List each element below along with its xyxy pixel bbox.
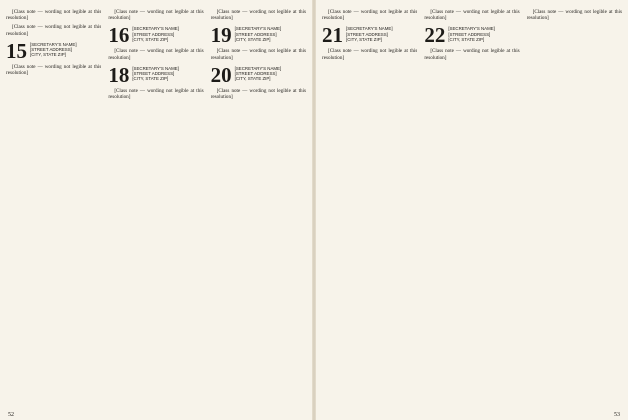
note-paragraph: [Class note — wording not legible at this resolution] bbox=[210, 9, 306, 22]
secretary-name: [SECRETARY'S NAME] bbox=[234, 26, 282, 32]
class-notes-section bbox=[108, 23, 204, 61]
class-header bbox=[424, 23, 519, 48]
secretary-address: [STREET ADDRESS] bbox=[234, 31, 277, 37]
secretary-address: [STREET ADDRESS] bbox=[346, 31, 388, 37]
secretary-name: [SECRETARY'S NAME] bbox=[346, 26, 393, 32]
class-notes-section bbox=[527, 9, 622, 21]
class-header bbox=[210, 62, 306, 87]
class-notes-section bbox=[424, 9, 519, 21]
secretary-name: [SECRETARY'S NAME] bbox=[448, 26, 495, 32]
class-header bbox=[108, 23, 203, 48]
class-secretary bbox=[448, 26, 495, 42]
class-notes-section bbox=[108, 9, 203, 21]
secretary-name: [SECRETARY'S NAME] bbox=[132, 26, 179, 32]
class-header bbox=[322, 23, 417, 48]
class-number: 16 bbox=[108, 23, 130, 48]
secretary-name: [SECRETARY'S NAME] bbox=[132, 65, 179, 71]
note-paragraph: [Class note — wording not legible at this resolution] bbox=[6, 24, 102, 37]
class-number: 22 bbox=[424, 23, 446, 48]
class-header bbox=[108, 62, 203, 87]
class-number: 15 bbox=[6, 38, 27, 63]
class-notes-section bbox=[210, 23, 306, 61]
class-secretary bbox=[235, 66, 282, 82]
secretary-address: [CITY, STATE ZIP] bbox=[132, 76, 169, 82]
secretary-address: [STREET ADDRESS] bbox=[30, 47, 72, 53]
note-paragraph: [Class note — wording not legible at this resolution] bbox=[526, 9, 622, 22]
class-notes-section bbox=[322, 23, 418, 61]
note-paragraph: [Class note — wording not legible at this resolution] bbox=[108, 9, 204, 22]
note-paragraph: [Class note — wording not legible at this resolution] bbox=[210, 48, 306, 61]
class-header bbox=[6, 38, 101, 63]
text-column bbox=[424, 4, 519, 416]
class-notes-section bbox=[108, 62, 204, 101]
secretary-address: [STREET ADDRESS] bbox=[448, 31, 491, 37]
class-secretary bbox=[235, 26, 282, 42]
class-secretary bbox=[132, 26, 179, 42]
secretary-address: [CITY, STATE ZIP] bbox=[448, 37, 485, 42]
secretary-name: [SECRETARY'S NAME] bbox=[30, 41, 77, 47]
text-column bbox=[6, 4, 101, 416]
text-column bbox=[527, 4, 622, 416]
note-paragraph: [Class note — wording not legible at this resolution] bbox=[424, 48, 520, 61]
right-page bbox=[322, 4, 622, 416]
left-page-number: 52 bbox=[8, 412, 14, 418]
class-secretary bbox=[346, 26, 393, 42]
class-notes-section bbox=[6, 38, 102, 77]
class-notes-section bbox=[210, 62, 306, 101]
secretary-address: [CITY, STATE ZIP] bbox=[30, 52, 66, 58]
text-column bbox=[108, 4, 203, 416]
secretary-address: [CITY, STATE ZIP] bbox=[234, 37, 271, 42]
secretary-address: [STREET ADDRESS] bbox=[132, 31, 175, 37]
note-paragraph: [Class note — wording not legible at this resolution] bbox=[6, 9, 102, 22]
secretary-address: [STREET ADDRESS] bbox=[132, 71, 175, 77]
class-secretary bbox=[30, 42, 77, 58]
note-paragraph: [Class note — wording not legible at this resolution] bbox=[322, 48, 418, 61]
class-notes-section bbox=[424, 23, 520, 61]
note-paragraph: [Class note — wording not legible at this resolution] bbox=[6, 63, 102, 77]
left-page bbox=[6, 4, 306, 416]
class-number: 20 bbox=[210, 62, 232, 87]
text-column bbox=[211, 4, 306, 416]
page-gutter bbox=[312, 0, 316, 420]
class-notes-section bbox=[322, 9, 417, 21]
secretary-address: [CITY, STATE ZIP] bbox=[346, 37, 382, 42]
class-number: 21 bbox=[322, 23, 343, 48]
note-paragraph: [Class note — wording not legible at this resolution] bbox=[210, 87, 306, 101]
note-paragraph: [Class note — wording not legible at this resolution] bbox=[108, 87, 204, 101]
note-paragraph: [Class note — wording not legible at this resolution] bbox=[108, 48, 204, 61]
class-number: 18 bbox=[108, 62, 130, 87]
secretary-name: [SECRETARY'S NAME] bbox=[234, 65, 282, 71]
class-secretary bbox=[132, 66, 179, 82]
right-page-number: 53 bbox=[614, 412, 620, 418]
class-header bbox=[210, 23, 306, 48]
class-number: 19 bbox=[210, 23, 232, 48]
class-notes-section bbox=[6, 9, 101, 37]
secretary-address: [CITY, STATE ZIP] bbox=[132, 37, 169, 42]
note-paragraph: [Class note — wording not legible at this resolution] bbox=[322, 9, 418, 22]
secretary-address: [CITY, STATE ZIP] bbox=[234, 76, 271, 82]
text-column bbox=[322, 4, 417, 416]
secretary-address: [STREET ADDRESS] bbox=[234, 71, 277, 77]
class-notes-section bbox=[211, 9, 306, 21]
note-paragraph: [Class note — wording not legible at this resolution] bbox=[424, 9, 520, 22]
